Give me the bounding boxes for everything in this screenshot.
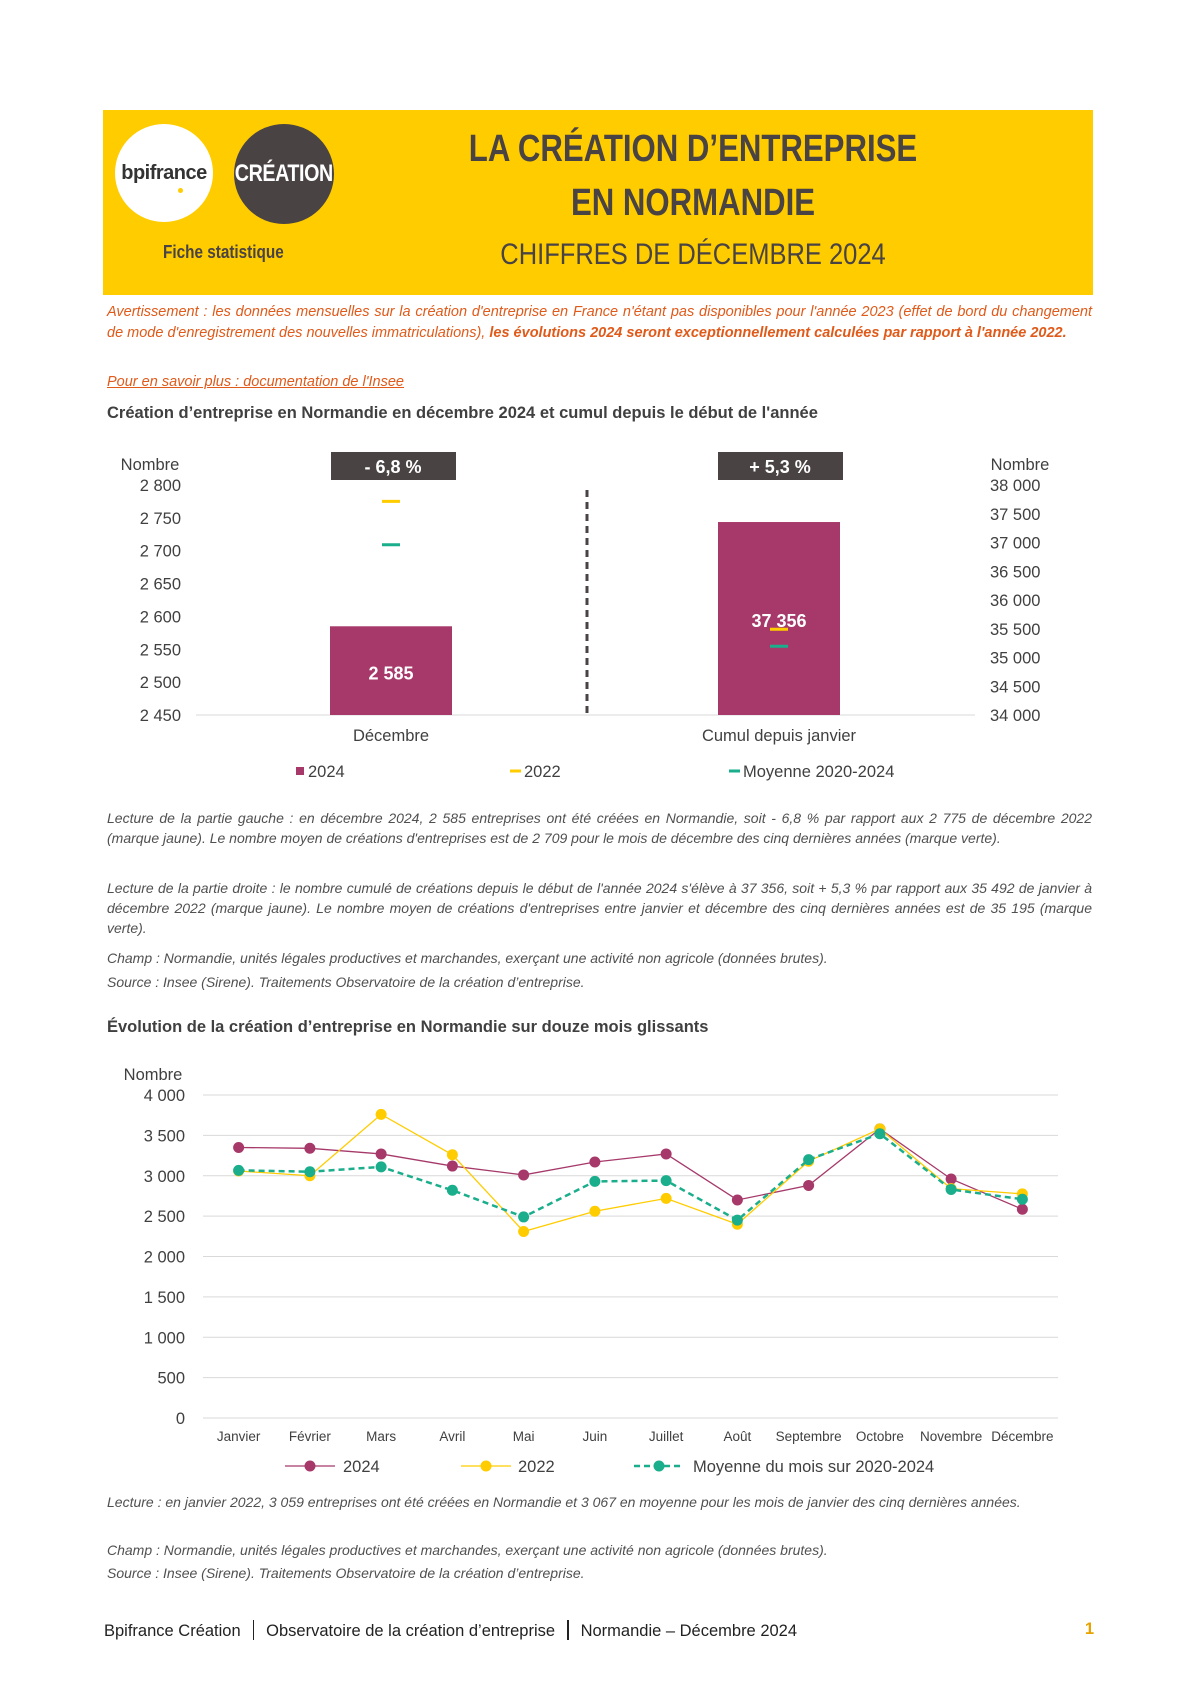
left-axis-tick: 2 650 bbox=[139, 575, 181, 594]
series-average-point bbox=[1017, 1194, 1028, 1205]
chart2-y-tick: 1 000 bbox=[143, 1329, 185, 1348]
series-average-point bbox=[803, 1154, 814, 1165]
series-2022-point bbox=[447, 1149, 458, 1160]
chart2-y-tick: 0 bbox=[175, 1410, 185, 1428]
series-average-point bbox=[661, 1175, 672, 1186]
right-axis-tick: 37 000 bbox=[990, 534, 1041, 553]
footer-observatoire: Observatoire de la création d’entreprise bbox=[266, 1622, 556, 1640]
bpifrance-logo-text: bpifrance bbox=[121, 161, 207, 184]
chart2-y-tick: 2 500 bbox=[143, 1208, 185, 1227]
series-average-point bbox=[732, 1215, 743, 1226]
page-number: 1 bbox=[1084, 1620, 1094, 1638]
left-axis-tick: 2 500 bbox=[139, 674, 181, 693]
series-2024-point bbox=[803, 1180, 814, 1191]
chart2-x-tick: Septembre bbox=[775, 1429, 842, 1444]
right-axis-title: Nombre bbox=[990, 456, 1050, 474]
legend-average-label: Moyenne 2020-2024 bbox=[743, 763, 895, 781]
chart2-x-tick: Juillet bbox=[648, 1429, 684, 1444]
chart2-line-chart bbox=[0, 1060, 1190, 1480]
series-average-point bbox=[946, 1184, 957, 1195]
series-2024-point bbox=[233, 1142, 244, 1153]
series-2022-point bbox=[376, 1109, 387, 1120]
chart1-champ: Champ : Normandie, unités légales productives et marchandes, exerçant une activité non agricole (données brutes). bbox=[107, 950, 828, 966]
series-2024-point bbox=[946, 1173, 957, 1184]
series-average-point bbox=[589, 1176, 600, 1187]
series-2022-legend-label: 2022 bbox=[518, 1458, 555, 1476]
fiche-label: Fiche statistique bbox=[163, 242, 284, 262]
left-axis-tick: 2 550 bbox=[139, 641, 181, 660]
series-2024-line bbox=[239, 1129, 1023, 1209]
page-subtitle: CHIFFRES DE DÉCEMBRE 2024 bbox=[500, 238, 886, 271]
page-footer bbox=[104, 1620, 1094, 1641]
series-2022-point bbox=[518, 1226, 529, 1237]
chart1-lecture-gauche: Lecture de la partie gauche : en décembre 2024, 2 585 entreprises ont été créées en Normandie, soit - 6,8 % par rapport aux 2 775 de décembre 2022 (marque jaune). Le nombre moyen de créations d'entreprises est de 2 709 pour le mois de décembre des cinq dernières années (marque verte). bbox=[107, 810, 1092, 846]
right-axis-tick: 34 000 bbox=[990, 707, 1041, 725]
legend-2024-label: 2024 bbox=[308, 763, 345, 781]
header-banner bbox=[103, 110, 1093, 295]
chart2-y-tick: 3 000 bbox=[143, 1167, 185, 1186]
chart1-lecture-droite: Lecture de la partie droite : le nombre cumulé de créations depuis le début de l'année 2024 s'élève à 37 356, soit + 5,3 % par rapport aux 35 492 de janvier à décembre 2022 (marque jaune). Le nombre moyen de créations d'entreprises entre janvier et décembre des cinq dernières années est de 35 195 (marque verte). bbox=[107, 880, 1092, 936]
series-2022-legend-marker bbox=[481, 1461, 492, 1472]
series-average-point bbox=[874, 1128, 885, 1139]
series-2024-point bbox=[661, 1148, 672, 1159]
series-2024-point bbox=[732, 1194, 743, 1205]
page-title-line1: LA CRÉATION D’ENTREPRISE bbox=[468, 128, 918, 170]
series-average-point bbox=[233, 1165, 244, 1176]
right-axis-tick: 35 000 bbox=[990, 649, 1041, 668]
cumul-evolution-label: + 5,3 % bbox=[749, 457, 811, 477]
chart2-x-tick: Avril bbox=[439, 1429, 466, 1444]
series-2024-point bbox=[447, 1161, 458, 1172]
chart2-lecture: Lecture : en janvier 2022, 3 059 entreprises ont été créées en Normandie et 3 067 en moyenne pour les mois de janvier des cinq dernières années. bbox=[107, 1494, 1021, 1510]
left-axis-title: Nombre bbox=[120, 456, 180, 474]
series-2024-legend-marker bbox=[305, 1461, 316, 1472]
cumul-2024-value-label: 37 356 bbox=[751, 611, 807, 632]
chart2-x-tick: Août bbox=[723, 1429, 752, 1444]
series-2024-point bbox=[304, 1143, 315, 1154]
footer-separator bbox=[567, 1620, 569, 1640]
chart2-x-tick: Février bbox=[288, 1429, 331, 1444]
series-average-legend-label: Moyenne du mois sur 2020-2024 bbox=[693, 1458, 935, 1476]
chart2-y-tick: 3 500 bbox=[143, 1127, 185, 1146]
series-average-legend-marker bbox=[654, 1461, 665, 1472]
footer-separator bbox=[253, 1620, 255, 1640]
left-axis-tick: 2 450 bbox=[139, 707, 181, 725]
right-axis-tick: 35 500 bbox=[990, 620, 1041, 639]
series-2022-point bbox=[661, 1193, 672, 1204]
chart1-bar-chart bbox=[0, 440, 1190, 810]
insee-documentation-link[interactable]: Pour en savoir plus : documentation de l'Insee bbox=[107, 374, 404, 390]
chart2-y-tick: 1 500 bbox=[143, 1288, 185, 1307]
series-2024-point bbox=[518, 1169, 529, 1180]
series-2022-line bbox=[239, 1114, 1023, 1231]
series-2024-point bbox=[589, 1157, 600, 1168]
chart2-source: Source : Insee (Sirene). Traitements Observatoire de la création d’entreprise. bbox=[107, 1565, 585, 1581]
creation-logo-text: CRÉATION bbox=[234, 160, 334, 187]
warning-normal: Avertissement : les données mensuelles sur la création d'entreprise en France n'étant pas disponibles pour l'année 2023 (effet de bord du changement de mode d'enregistrement des nouvelles immatriculations), bbox=[107, 304, 1092, 341]
right-axis-tick: 38 000 bbox=[990, 477, 1041, 495]
footer-region-date: Normandie – Décembre 2024 bbox=[580, 1622, 798, 1640]
warning-bold: les évolutions 2024 seront exceptionnellement calculées par rapport à l'année 2022. bbox=[489, 325, 1067, 341]
chart2-y-tick: 2 000 bbox=[143, 1248, 185, 1267]
chart2-x-tick: Décembre bbox=[991, 1429, 1054, 1444]
left-axis-tick: 2 800 bbox=[139, 477, 181, 495]
footer-brand: Bpifrance Création bbox=[104, 1622, 241, 1640]
chart2-x-tick: Mars bbox=[366, 1429, 397, 1444]
series-2024-point bbox=[1017, 1204, 1028, 1215]
chart2-title: Évolution de la création d’entreprise en Normandie sur douze mois glissants bbox=[107, 1018, 709, 1036]
series-average-point bbox=[518, 1211, 529, 1222]
cumul-category-label: Cumul depuis janvier bbox=[701, 727, 857, 745]
chart1-title: Création d’entreprise en Normandie en décembre 2024 et cumul depuis le début de l'année bbox=[107, 404, 818, 422]
right-axis-tick: 34 500 bbox=[990, 678, 1041, 697]
december-category-label: Décembre bbox=[352, 727, 430, 745]
warning-text bbox=[107, 302, 1092, 344]
december-2024-value-label: 2 585 bbox=[368, 663, 414, 684]
chart2-x-tick: Octobre bbox=[855, 1429, 904, 1444]
chart2-x-tick: Mai bbox=[512, 1429, 535, 1444]
december-evolution-label: - 6,8 % bbox=[364, 457, 422, 477]
creation-logo bbox=[234, 124, 334, 224]
chart1-source: Source : Insee (Sirene). Traitements Observatoire de la création d’entreprise. bbox=[107, 974, 585, 990]
chart2-x-tick: Novembre bbox=[919, 1429, 983, 1444]
legend-2022-label: 2022 bbox=[524, 763, 561, 781]
right-axis-tick: 36 000 bbox=[990, 592, 1041, 610]
left-axis-tick: 2 700 bbox=[139, 542, 181, 561]
chart2-x-tick: Janvier bbox=[216, 1429, 261, 1444]
bpifrance-logo-dot bbox=[178, 188, 183, 193]
page-title-line2: EN NORMANDIE bbox=[570, 182, 816, 224]
chart2-y-tick: 4 000 bbox=[143, 1087, 185, 1105]
series-2024-point bbox=[376, 1148, 387, 1159]
series-2022-point bbox=[589, 1206, 600, 1217]
legend-2024-swatch bbox=[296, 767, 304, 775]
chart2-axis-title: Nombre bbox=[123, 1066, 183, 1084]
chart2-x-tick: Juin bbox=[582, 1429, 608, 1444]
right-axis-tick: 37 500 bbox=[990, 505, 1041, 524]
series-average-point bbox=[447, 1185, 458, 1196]
series-average-point bbox=[376, 1161, 387, 1172]
chart2-y-tick: 500 bbox=[157, 1369, 185, 1388]
right-axis-tick: 36 500 bbox=[990, 563, 1041, 582]
left-axis-tick: 2 750 bbox=[139, 509, 181, 528]
bpifrance-logo bbox=[115, 124, 213, 222]
chart2-champ: Champ : Normandie, unités légales productives et marchandes, exerçant une activité non agricole (données brutes). bbox=[107, 1542, 828, 1558]
left-axis-tick: 2 600 bbox=[139, 608, 181, 627]
series-average-point bbox=[304, 1166, 315, 1177]
series-2024-legend-label: 2024 bbox=[343, 1458, 380, 1476]
